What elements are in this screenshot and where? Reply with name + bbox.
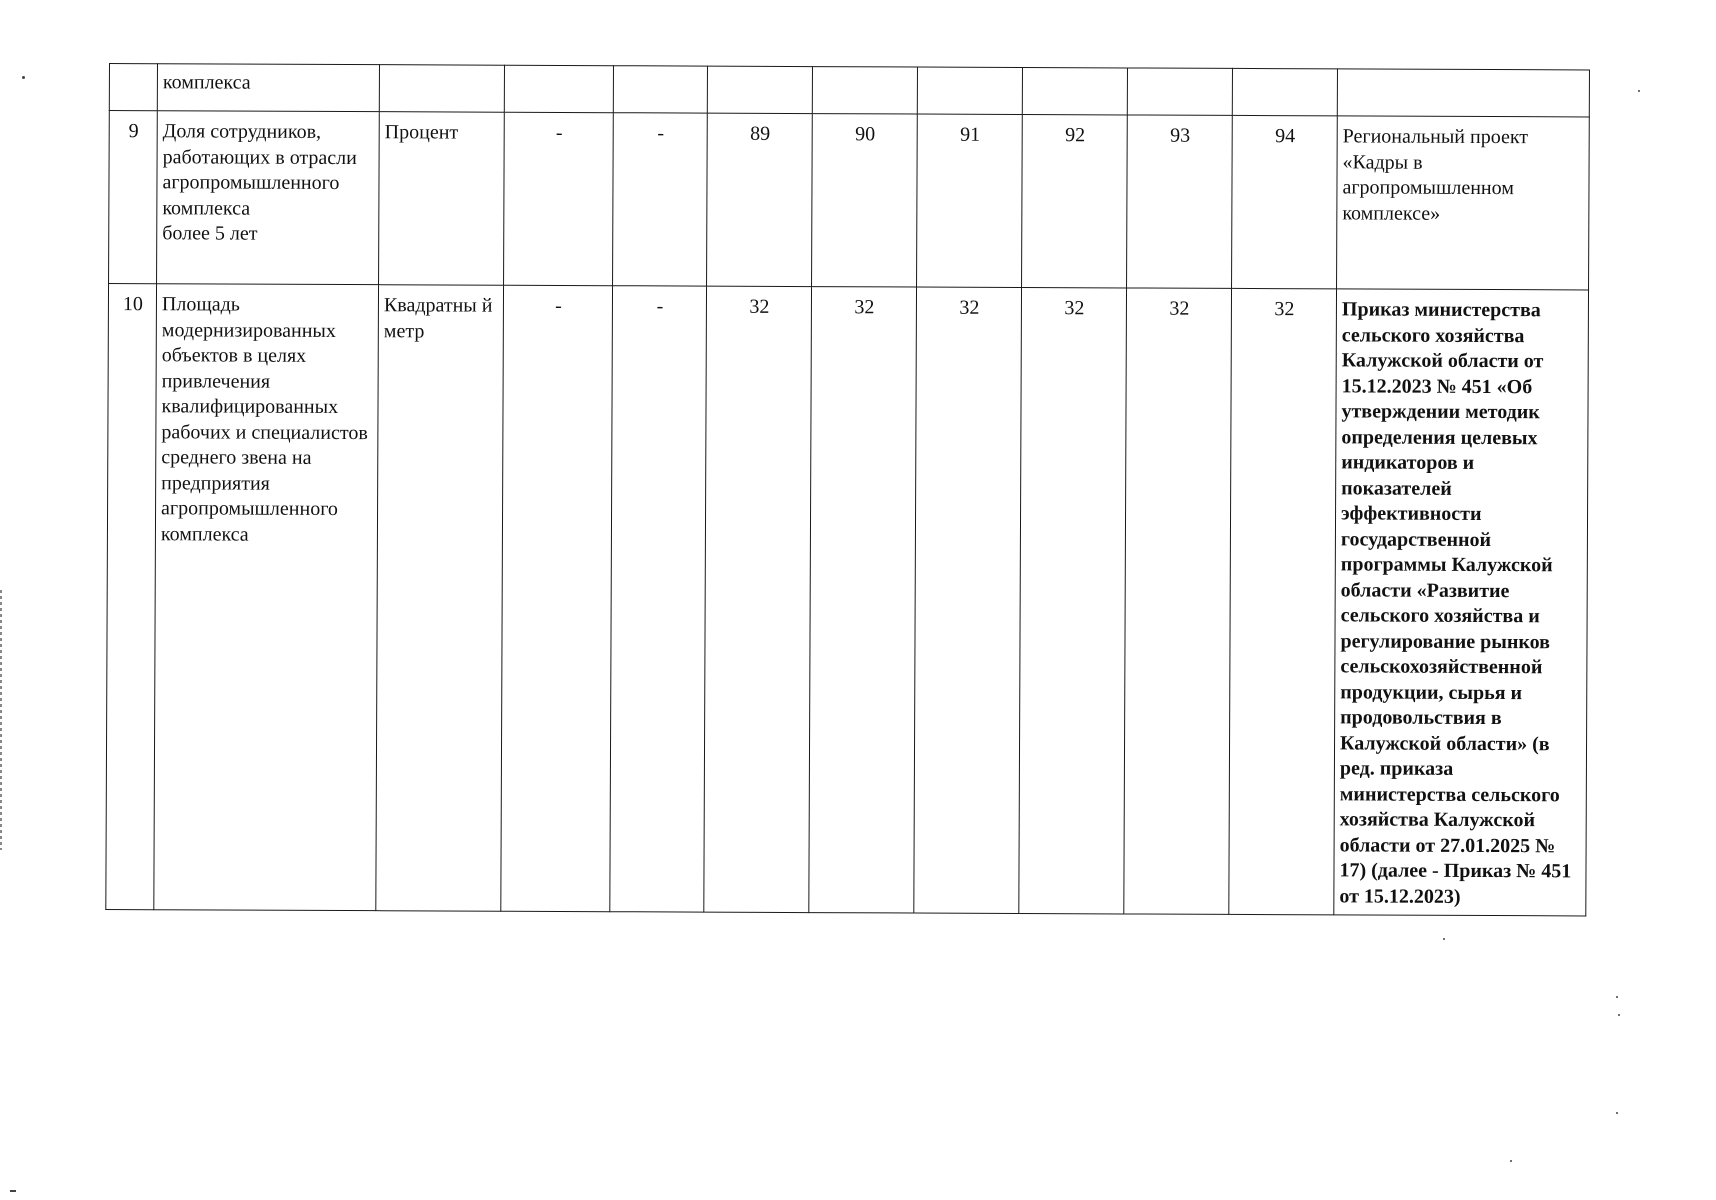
cell-base-1: - xyxy=(501,285,613,911)
cell-source: Региональный проект «Кадры в агропромышленном комплексе» xyxy=(1337,116,1590,290)
table-row-9 xyxy=(109,111,1590,290)
indicators-table xyxy=(105,63,1590,916)
cell-year-5: 32 xyxy=(1124,288,1232,914)
cell-year-3: 32 xyxy=(914,287,1022,913)
cell-year-1 xyxy=(707,66,812,113)
cell-base-1: - xyxy=(504,112,614,285)
scan-speck xyxy=(1616,996,1618,998)
cell-year-3: 91 xyxy=(917,114,1023,287)
cell-year-2: 32 xyxy=(809,287,917,913)
cell-year-5: 93 xyxy=(1127,115,1233,288)
cell-number xyxy=(109,64,157,111)
cell-unit: Квадратны й метр xyxy=(376,285,504,912)
cell-unit: Процент xyxy=(379,112,505,286)
scan-speck xyxy=(1443,938,1445,940)
cell-year-1: 32 xyxy=(704,286,812,912)
cell-number: 9 xyxy=(109,111,158,284)
table-row-10 xyxy=(106,284,1589,916)
table-row-continuation xyxy=(109,64,1589,117)
scan-speck xyxy=(22,76,25,79)
cell-base-2: - xyxy=(610,286,707,912)
cell-year-6 xyxy=(1232,68,1337,115)
cell-year-4: 32 xyxy=(1019,287,1127,913)
cell-base-2: - xyxy=(613,113,708,286)
scan-speck xyxy=(1618,1014,1620,1016)
cell-base-1 xyxy=(504,65,613,112)
cell-indicator-name: Площадь модернизированных объектов в целях привлечения квалифицированных рабочих и специалистов среднего звена на предприятия агропромышленного комплекса xyxy=(154,284,379,911)
cell-indicator-name: Доля сотрудников, работающих в отрасли агропромышленного комплекса более 5 лет xyxy=(157,111,380,285)
cell-year-1: 89 xyxy=(707,113,813,286)
scan-speck xyxy=(1638,90,1640,92)
cell-unit xyxy=(379,65,504,113)
cell-source xyxy=(1337,69,1589,117)
cell-year-4 xyxy=(1022,67,1127,114)
cell-base-2 xyxy=(613,66,707,113)
scan-speck xyxy=(10,1190,16,1192)
cell-source: Приказ министерства сельского хозяйства Калужской области от 15.12.2023 № 451 «Об утверждении методик определения целевых индикаторов и показателей эффективности государственной программы Калужской области «Развитие сельского хозяйства и регулирование рынков сельскохозяйственной продукции, сырья и продовольствия в Калужской области» (в ред. приказа министерства сельского хозяйства Калужской области от 27.01.2025 № 17) (далее - Приказ № 451 от 15.12.2023) xyxy=(1334,289,1589,916)
cell-year-6: 94 xyxy=(1232,115,1338,288)
cell-year-2 xyxy=(812,67,917,114)
cell-year-4: 92 xyxy=(1022,114,1128,287)
cell-year-2: 90 xyxy=(812,114,918,287)
cell-year-3 xyxy=(917,67,1022,114)
cell-number: 10 xyxy=(106,284,157,910)
cell-year-6: 32 xyxy=(1229,288,1337,914)
scan-speck xyxy=(1510,1160,1512,1162)
cell-year-5 xyxy=(1127,68,1232,115)
scan-speck xyxy=(1616,1112,1618,1114)
cell-indicator-name: комплекса xyxy=(157,64,379,112)
scan-edge-line xyxy=(0,590,2,850)
